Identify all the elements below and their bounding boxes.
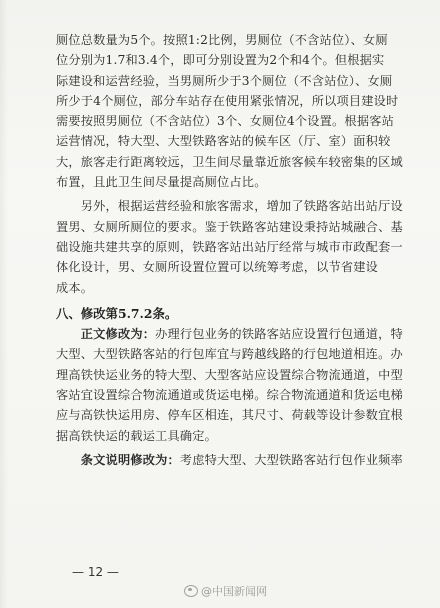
text-line: 理高铁快运业务的特大型、大型客站应设置综合物流通道，中型 [56,367,403,382]
text-run: 考虑特大型、大型铁路客站行包作业频率 [179,452,403,467]
text-line: 大，旅客走行距离较远，卫生间尽量靠近旅客候车较密集的区域 [56,154,403,169]
section-heading: 八、修改第5.7.2条。 [56,305,178,321]
page-number: — 12 — [72,565,119,579]
lead-label: 条文说明修改为： [80,452,180,467]
text-line: 际建设和运营经验，当男厕所少于3个厕位（不含站位）、女厕 [56,73,393,88]
text-line: 大型、大型铁路客站的行包库宜与跨越线路的行包地道相连。办 [56,347,403,362]
text-line: 需要按照男厕位（不含站位）3个、女厕位4个设置。根据客站 [56,114,394,129]
document-content [56,30,401,470]
text-line [56,450,401,470]
text-line: 布置，且此卫生间尽量提高厕位占比。 [56,175,267,190]
text-line: 客站宜设置综合物流通道或货运电梯。综合物流通道和货运电梯 [56,388,403,403]
paragraph-4 [56,450,401,470]
text-line: 体化设计，男、女厕所设置位置可以统筹考虑，以节省建设 [56,260,379,275]
paragraph-3 [56,324,401,446]
lead-label: 正文修改为： [80,327,156,342]
weibo-logo-icon [184,585,198,597]
watermark-text: @中国新闻网 [201,585,267,598]
text-line: 运营情况，特大型、大型铁路客站的候车区（厅、室）面积较 [56,134,391,149]
paragraph-1 [56,30,401,192]
text-line: 成本。 [56,280,94,295]
watermark [184,583,267,599]
text-line: 位分别为1.7和3.4个，即可分别设置为2个和4个。但根据实 [56,53,385,68]
text-line: 厕位总数量为5个。按照1:2比例，男厕位（不含站位）、女厕 [56,33,388,47]
page-shadow [0,0,8,608]
text-line: 所少于4个厕位，部分车站存在使用紧张情况，所以项目建设时 [56,93,399,108]
text-line: 础设施共建共享的原则，铁路客站出站厅经常与城市市政配套一 [56,239,403,254]
text-line: 置男、女厕所厕位的要求。鉴于铁路客站建设秉持站城融合、基 [56,219,403,234]
text-line: 另外，根据运营经验和旅客需求，增加了铁路客站出站厅设 [56,199,403,214]
text-line: 应与高铁快运用房、停车区相连，其尺寸、荷载等设计参数宜根 [56,408,403,423]
text-run: 办理行包业务的铁路客站应设置行包通道，特 [155,327,403,342]
text-line: 据高铁快运的载运工具确定。 [56,428,218,443]
text-line [56,324,401,344]
paragraph-2 [56,196,401,297]
